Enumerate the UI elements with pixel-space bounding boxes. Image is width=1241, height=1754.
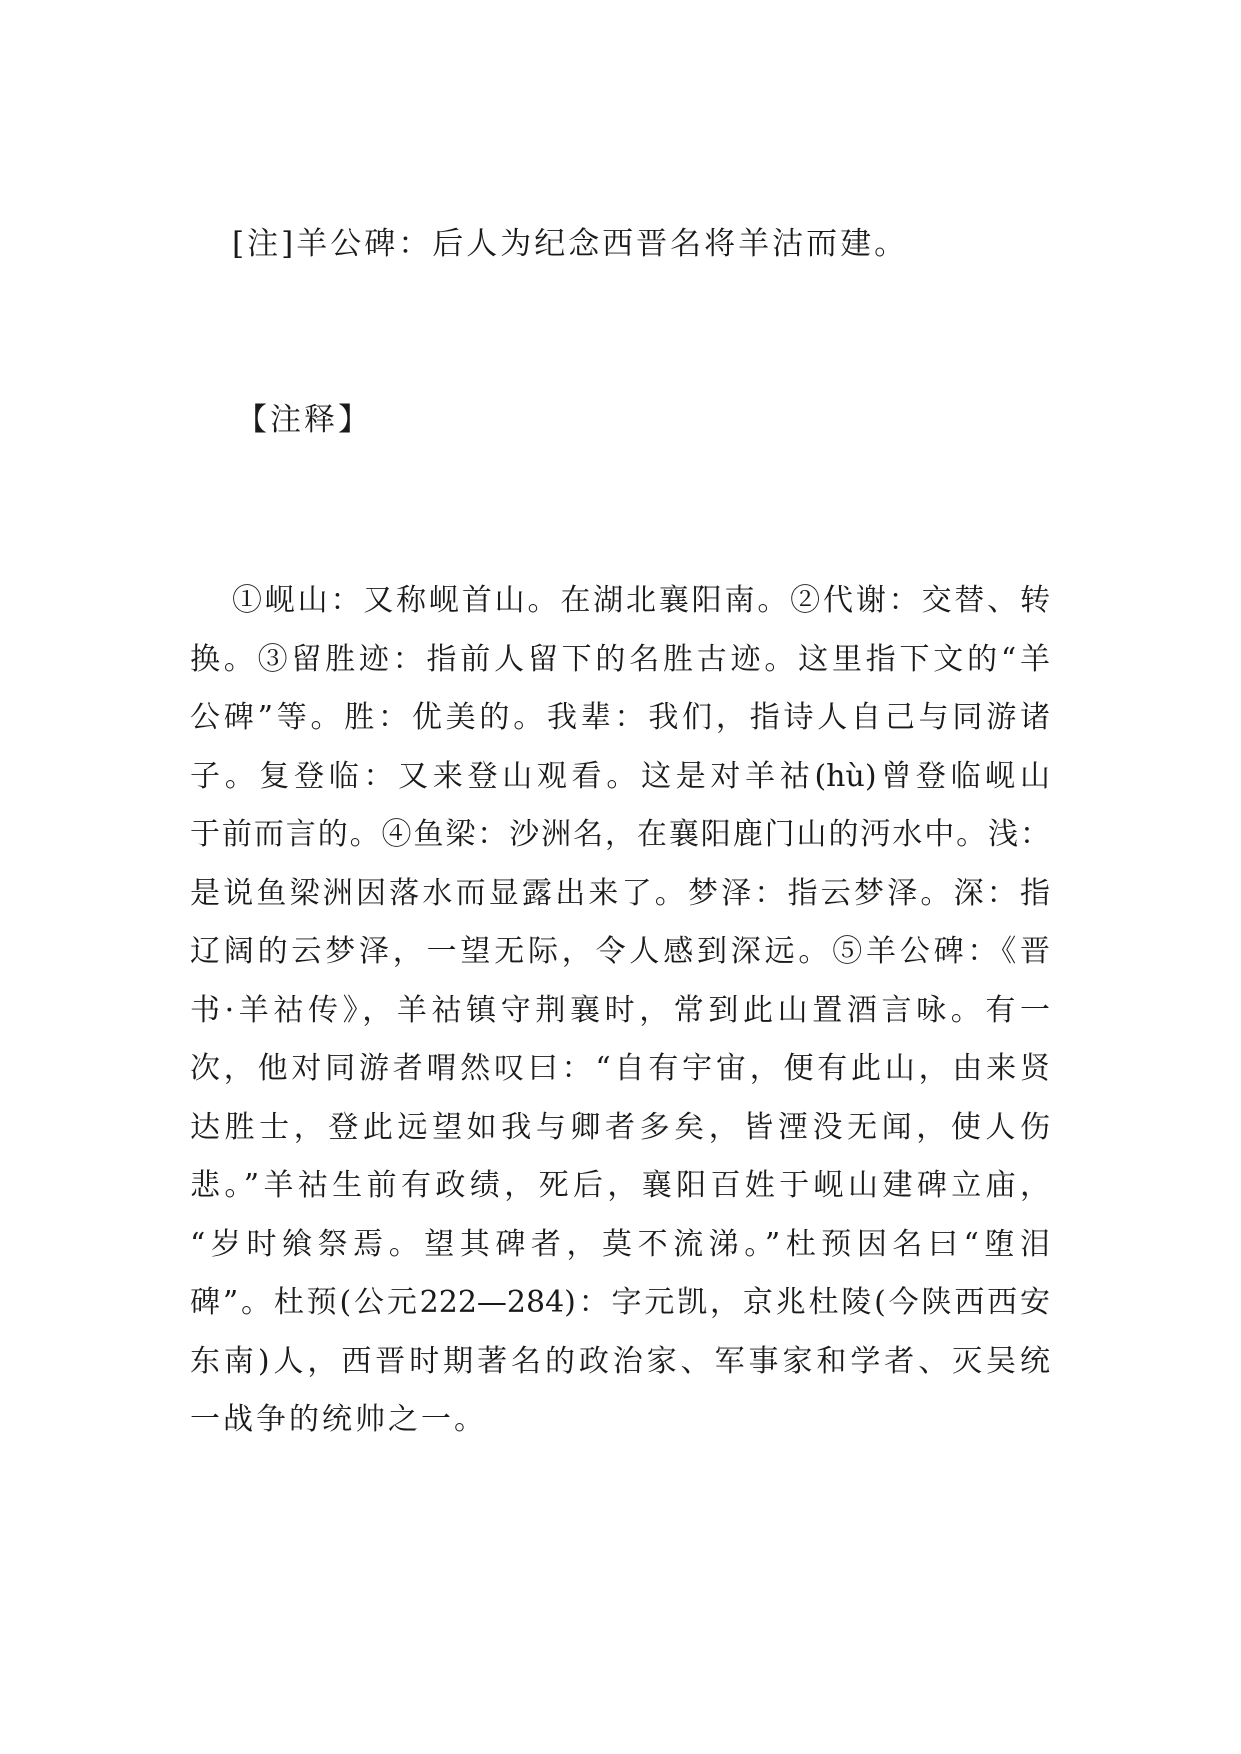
annotation-line: 东南)人，西晋时期著名的政治家、军事家和学者、灭吴统: [190, 1343, 1050, 1379]
annotation-line: 次，他对同游者喟然叹曰：“自有宇宙，便有此山，由来贤: [190, 1051, 1050, 1086]
section-heading-annotations: 【注释】: [236, 402, 372, 438]
annotation-paragraph: [190, 572, 1050, 1450]
annotation-line: “岁时飨祭焉。望其碑者，莫不流涕。”杜预因名曰“堕泪: [190, 1226, 1050, 1262]
annotation-line: 辽阔的云梦泽，一望无际，令人感到深远。⑤羊公碑：《晋: [190, 934, 1050, 969]
annotation-line: ①岘山：又称岘首山。在湖北襄阳南。②代谢：交替、转: [232, 583, 1050, 618]
annotation-line: 是说鱼梁洲因落水而显露出来了。梦泽：指云梦泽。深：指: [190, 875, 1050, 911]
annotation-line: 达胜士，登此远望如我与卿者多矣，皆湮没无闻，使人伤: [190, 1109, 1050, 1145]
annotation-line: 于前而言的。④鱼梁：沙洲名，在襄阳鹿门山的沔水中。浅：: [190, 817, 1050, 852]
annotation-line: 碑”。杜预(公元222—284)：字元凯，京兆杜陵(今陕西西安: [190, 1285, 1050, 1320]
annotation-line: 子。复登临：又来登山观看。这是对羊祜(hù)曾登临岘山: [190, 758, 1050, 794]
annotation-line: 书·羊祜传》，羊祜镇守荆襄时，常到此山置酒言咏。有一: [190, 992, 1050, 1028]
annotation-line: 一战争的统帅之一。: [190, 1402, 487, 1437]
annotation-line: 换。③留胜迹：指前人留下的名胜古迹。这里指下文的“羊: [190, 641, 1050, 677]
annotation-line: 悲。”羊祜生前有政绩，死后，襄阳百姓于岘山建碑立庙，: [190, 1168, 1050, 1203]
footnote-yanggong-stele: [注]羊公碑：后人为纪念西晋名将羊沽而建。: [232, 226, 909, 262]
annotation-line: 公碑”等。胜：优美的。我辈：我们，指诗人自己与同游诸: [190, 700, 1050, 735]
